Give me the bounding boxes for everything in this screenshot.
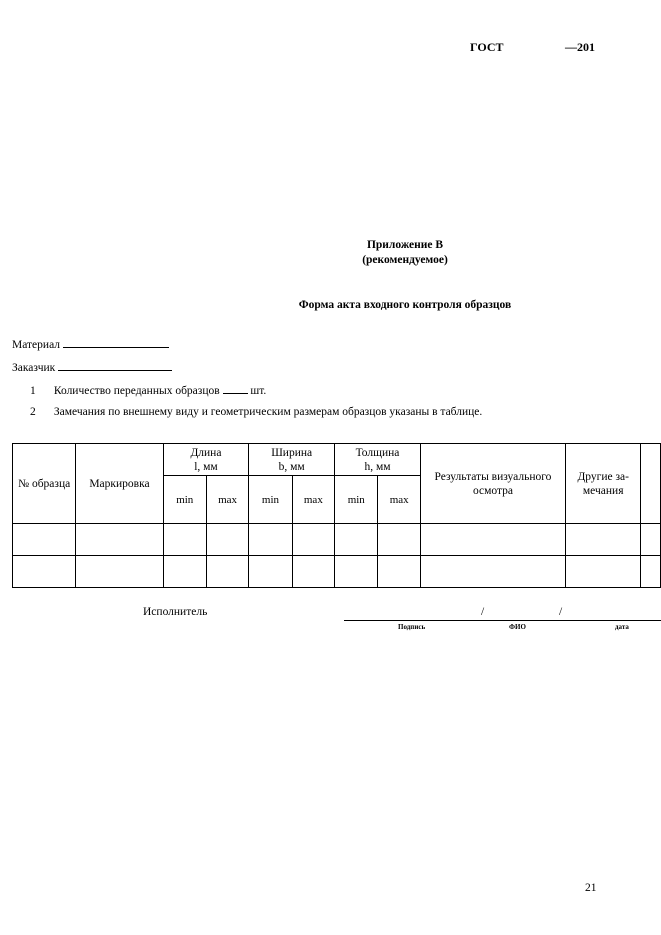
samples-table <box>12 443 661 588</box>
count-blank <box>223 383 248 394</box>
table-cell[interactable] <box>292 556 334 588</box>
table-row <box>13 524 661 556</box>
header-length-min: min <box>163 476 206 524</box>
table-cell[interactable] <box>378 524 420 556</box>
list-item <box>30 383 266 397</box>
table-cell[interactable] <box>566 524 641 556</box>
table-cell[interactable] <box>76 524 163 556</box>
item-number: 2 <box>30 406 36 418</box>
caption-name: ФИО <box>509 623 526 631</box>
material-blank <box>63 337 169 348</box>
caption-date: дата <box>615 623 629 631</box>
signature-line <box>344 620 661 621</box>
customer-blank <box>58 360 172 371</box>
item-text: Замечания по внешнему виду и геометрическим размерам образцов указаны в таблице. <box>53 406 483 418</box>
page-number: 21 <box>585 882 597 894</box>
header-width-label: Ширина <box>271 446 313 459</box>
table-cell[interactable] <box>335 556 378 588</box>
customer-field <box>12 360 172 374</box>
executor-label: Исполнитель <box>143 606 208 618</box>
table-cell[interactable] <box>566 556 641 588</box>
form-title: Форма акта входного контроля образцов <box>298 299 512 311</box>
item-text: Количество переданных образцов <box>53 385 220 397</box>
table-cell[interactable] <box>206 524 248 556</box>
material-field <box>12 337 169 351</box>
customer-label: Заказчик <box>12 362 56 374</box>
caption-signature: Подпись <box>398 623 426 631</box>
table-cell[interactable] <box>420 524 565 556</box>
table-cell[interactable] <box>163 524 206 556</box>
appendix-status: (рекомендуемое) <box>362 254 448 266</box>
header-thickness-unit: h, мм <box>364 460 391 473</box>
header-extra <box>641 444 661 524</box>
appendix-heading <box>0 238 661 268</box>
table-cell[interactable] <box>378 556 420 588</box>
header-standard: ГОСТ <box>470 40 504 54</box>
table-cell[interactable] <box>249 524 292 556</box>
header-thickness-max: max <box>378 476 420 524</box>
table-cell[interactable] <box>76 556 163 588</box>
header-other: Другие за-мечания <box>566 444 641 524</box>
table-cell[interactable] <box>13 556 76 588</box>
header-length-label: Длина <box>190 446 222 459</box>
table-cell[interactable] <box>13 524 76 556</box>
header-width <box>249 444 335 476</box>
table-cell[interactable] <box>206 556 248 588</box>
signature-separator: / <box>481 606 485 618</box>
header-length <box>163 444 249 476</box>
item-unit: шт. <box>250 385 267 397</box>
table-cell[interactable] <box>420 556 565 588</box>
header-length-max: max <box>206 476 248 524</box>
table-cell[interactable] <box>292 524 334 556</box>
appendix-title: Приложение В <box>366 239 444 251</box>
list-item <box>30 406 482 418</box>
header-thickness <box>335 444 421 476</box>
signature-separator: / <box>559 606 563 618</box>
header-width-unit: b, мм <box>278 460 305 473</box>
header-results: Результаты визуального осмотра <box>420 444 565 524</box>
header-year: —201 <box>565 40 595 54</box>
table-cell[interactable] <box>249 556 292 588</box>
item-number: 1 <box>30 385 36 397</box>
table-cell[interactable] <box>641 556 661 588</box>
header-width-min: min <box>249 476 292 524</box>
table-row <box>13 556 661 588</box>
header-width-max: max <box>292 476 334 524</box>
header-marking: Маркировка <box>76 444 163 524</box>
table-cell[interactable] <box>335 524 378 556</box>
table-cell[interactable] <box>641 524 661 556</box>
header-length-unit: l, мм <box>194 460 218 473</box>
header-thickness-label: Толщина <box>355 446 400 459</box>
header-sample-number: № образца <box>13 444 76 524</box>
table-cell[interactable] <box>163 556 206 588</box>
header-thickness-min: min <box>335 476 378 524</box>
material-label: Материал <box>12 339 61 351</box>
